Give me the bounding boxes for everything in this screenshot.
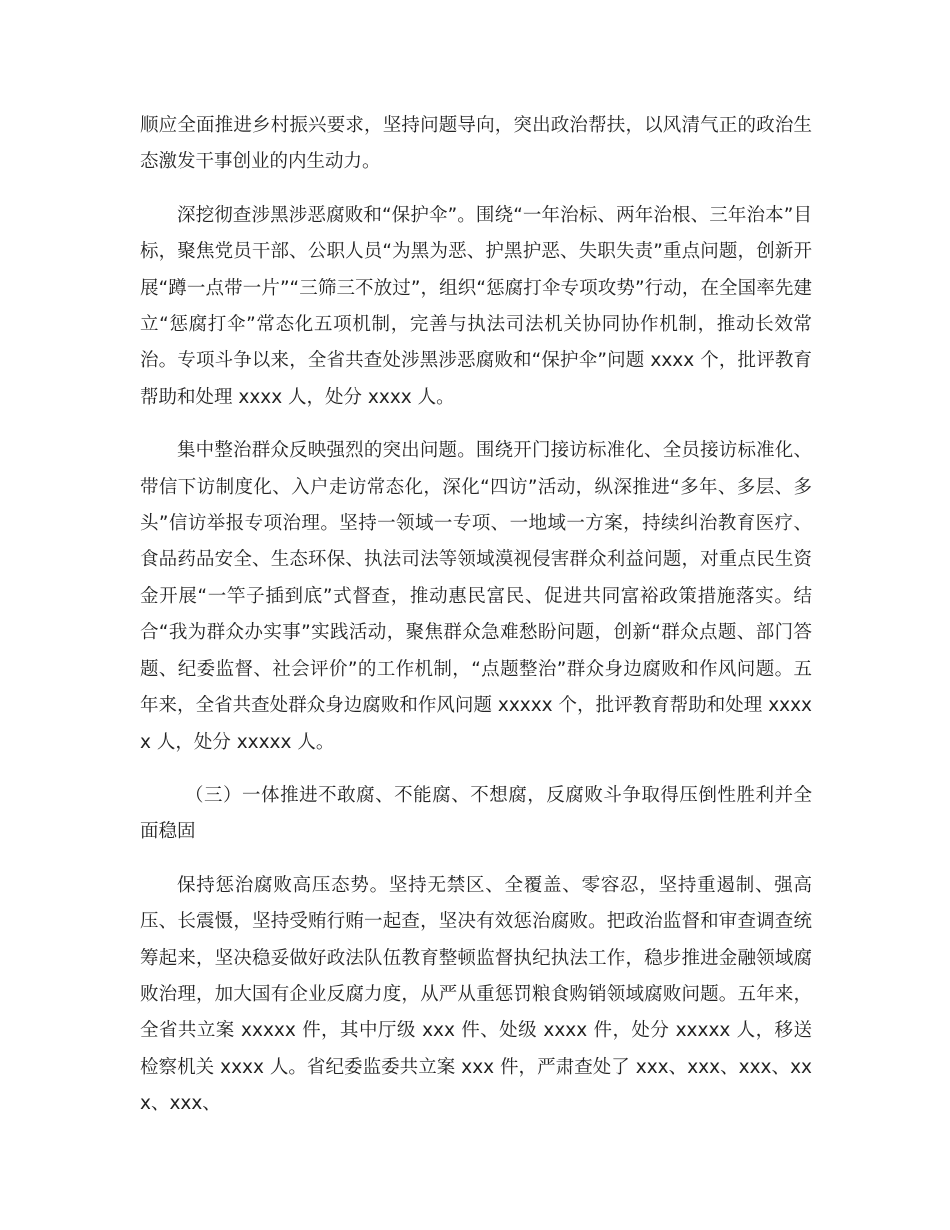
document-body (140, 108, 812, 1140)
paragraph-continuation: 顺应全面推进乡村振兴要求，坚持问题导向，突出政治帮扶，以风清气正的政治生态激发干事创业的内生动力。 (140, 115, 812, 173)
paragraph-mass-issues: 集中整治群众反映强烈的突出问题。围绕开门接访标准化、全员接访标准化、带信下访制度化、入户走访常态化，深化“四访”活动，纵深推进“多年、多层、多头”信访举报专项治理。坚持一领域一专项、一地域一方案，持续纠治教育医疗、食品药品安全、生态环保、执法司法等领域漠视侵害群众利益问题，对重点民生资金开展“一竿子插到底”式督查，推动惠民富民、促进共同富裕政策措施落实。结合“我为群众办实事”实践活动，聚焦群众急难愁盼问题，创新“群众点题、部门答题、纪委监督、社会评价”的工作机制，“点题整治”群众身边腐败和作风问题。五年来，全省共查处群众身边腐败和作风问题 xxxxx 个，批评教育帮助和处理 xxxxx 人，处分 xxxxx 人。 (140, 440, 812, 753)
paragraph-anti-gang-corruption: 深挖彻查涉黑涉恶腐败和“保护伞”。围绕“一年治标、两年治根、三年治本”目标，聚焦党员干部、公职人员“为黑为恶、护黑护恶、失职失责”重点问题，创新开展“蹲一点带一片”“三筛三不放过”，组织“惩腐打伞专项攻势”行动，在全国率先建立“惩腐打伞”常态化五项机制，完善与执法司法机关协同协作机制，推动长效常治。专项斗争以来，全省共查处涉黑涉恶腐败和“保护伞”问题 xxxx 个，批评教育帮助和处理 xxxx 人，处分 xxxx 人。 (140, 204, 812, 408)
section-heading-3: （三）一体推进不敢腐、不能腐、不想腐，反腐败斗争取得压倒性胜利并全面稳固 (140, 784, 812, 843)
paragraph-punish-corruption: 保持惩治腐败高压态势。坚持无禁区、全覆盖、零容忍，坚持重遏制、强高压、长震慑，坚持受贿行贿一起查，坚决有效惩治腐败。把政治监督和审查调查统筹起来，坚决稳妥做好政法队伍教育整顿监督执纪执法工作，稳步推进金融领域腐败治理，加大国有企业反腐力度，从严从重惩罚粮食购销领域腐败问题。五年来，全省共立案 xxxxx 件，其中厅级 xxx 件、处级 xxxx 件，处分 xxxxx 人，移送检察机关 xxxx 人。省纪委监委共立案 xxx 件，严肃查处了 xxx、xxx、xxx、xxx、xxx、 (140, 874, 812, 1115)
